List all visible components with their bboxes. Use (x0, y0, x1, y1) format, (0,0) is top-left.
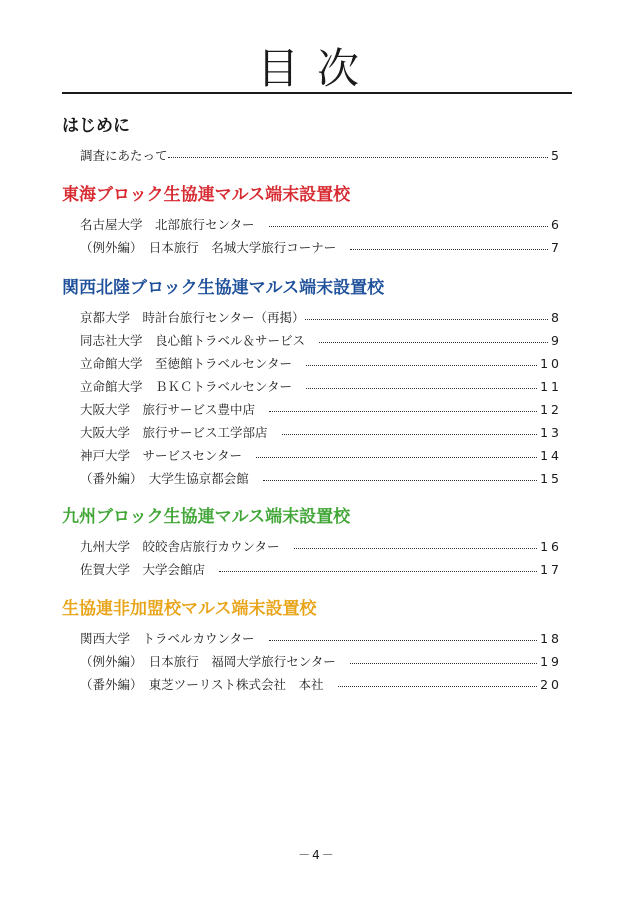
toc-entry-page: 12 (540, 402, 562, 417)
toc-entry-page: 8 (551, 310, 562, 325)
section-kansai-hokuriku-block (62, 276, 562, 490)
toc-entry-page: 5 (551, 148, 562, 163)
dot-leader (305, 319, 549, 320)
toc-list (62, 535, 562, 581)
section-heading: 東海ブロック生協連マルス端末設置校 (62, 185, 351, 205)
toc-entry-page: 19 (540, 654, 562, 669)
toc-entry[interactable] (62, 398, 562, 421)
toc-entry-page: 17 (540, 562, 562, 577)
toc-entry-page: 6 (551, 217, 562, 232)
dot-leader (350, 249, 548, 250)
toc-entry-label: 立命館大学 至徳館トラベルセンター (80, 356, 293, 371)
toc-entry-label: （例外編） 日本旅行 名城大学旅行コーナー (80, 240, 337, 255)
toc-entry-label: 京都大学 時計台旅行センター（再掲） (80, 310, 305, 325)
section-kyushu-block (62, 505, 562, 581)
toc-entry[interactable] (62, 329, 562, 352)
page-title: 目次 (256, 44, 377, 93)
section-heading: 関西北陸ブロック生協連マルス端末設置校 (62, 278, 385, 298)
dot-leader (306, 365, 537, 366)
toc-entry[interactable] (62, 213, 562, 236)
section-tokai-block (62, 183, 562, 259)
toc-entry[interactable] (62, 144, 562, 167)
toc-list (62, 213, 562, 259)
toc-entry-label: （番外編） 大学生協京都会館 (80, 471, 249, 486)
dot-leader (269, 411, 537, 412)
toc-entry-label: 立命館大学 ＢＫＣトラベルセンター (80, 379, 293, 394)
dot-leader (256, 457, 537, 458)
toc-entry[interactable] (62, 236, 562, 259)
dot-leader (319, 342, 548, 343)
toc-entry-label: 同志社大学 良心館トラベル＆サービス (80, 333, 306, 348)
toc-entry-label: 名古屋大学 北部旅行センター (80, 217, 255, 232)
toc-entry[interactable] (62, 650, 562, 673)
title-divider (62, 92, 572, 94)
dot-leader (306, 388, 537, 389)
toc-entry-page: 15 (540, 471, 562, 486)
toc-entry-label: 佐賀大学 大学会館店 (80, 562, 206, 577)
toc-entry-page: 9 (551, 333, 562, 348)
toc-entry-page: 14 (540, 448, 562, 463)
dot-leader (294, 548, 538, 549)
dot-leader (338, 686, 538, 687)
dot-leader (269, 640, 538, 641)
section-heading: はじめに (62, 116, 130, 136)
dot-leader (168, 157, 549, 158)
section-heading: 生協連非加盟校マルス端末設置校 (62, 599, 317, 619)
toc-entry-page: 13 (540, 425, 562, 440)
page-number: －4－ (298, 848, 336, 862)
toc-entry[interactable] (62, 627, 562, 650)
toc-list (62, 144, 562, 167)
toc-entry-label: （例外編） 日本旅行 福岡大学旅行センター (80, 654, 336, 669)
dot-leader (282, 434, 538, 435)
toc-entry[interactable] (62, 352, 562, 375)
toc-entry-label: 大阪大学 旅行サービス豊中店 (80, 402, 256, 417)
toc-entry[interactable] (62, 306, 562, 329)
toc-entry-label: 神戸大学 サービスセンター (80, 448, 243, 463)
toc-entry[interactable] (62, 673, 562, 696)
toc-entry-page: 18 (540, 631, 562, 646)
toc-entry-label: 大阪大学 旅行サービス工学部店 (80, 425, 268, 440)
toc-entry-label: 九州大学 皎皎舎店旅行カウンター (80, 539, 280, 554)
section-introduction (62, 114, 562, 167)
toc-entry[interactable] (62, 558, 562, 581)
toc-entry[interactable] (62, 421, 562, 444)
toc-entry-page: 16 (540, 539, 562, 554)
toc-entry-label: （番外編） 東芝ツーリスト株式会社 本社 (80, 677, 324, 692)
dot-leader (269, 226, 549, 227)
toc-entry-page: 10 (540, 356, 562, 371)
toc-entry[interactable] (62, 467, 562, 490)
toc-entry-page: 11 (540, 379, 562, 394)
section-heading: 九州ブロック生協連マルス端末設置校 (62, 507, 351, 527)
dot-leader (219, 571, 537, 572)
toc-entry[interactable] (62, 375, 562, 398)
dot-leader (263, 480, 537, 481)
toc-list (62, 627, 562, 696)
toc-list (62, 306, 562, 490)
toc-entry-page: 20 (540, 677, 562, 692)
toc-entry[interactable] (62, 535, 562, 558)
toc-entry-label: 関西大学 トラベルカウンター (80, 631, 255, 646)
section-non-member-schools (62, 597, 562, 696)
toc-entry-label: 調査にあたって (80, 148, 168, 163)
toc-entry-page: 7 (551, 240, 562, 255)
dot-leader (350, 663, 537, 664)
toc-entry[interactable] (62, 444, 562, 467)
